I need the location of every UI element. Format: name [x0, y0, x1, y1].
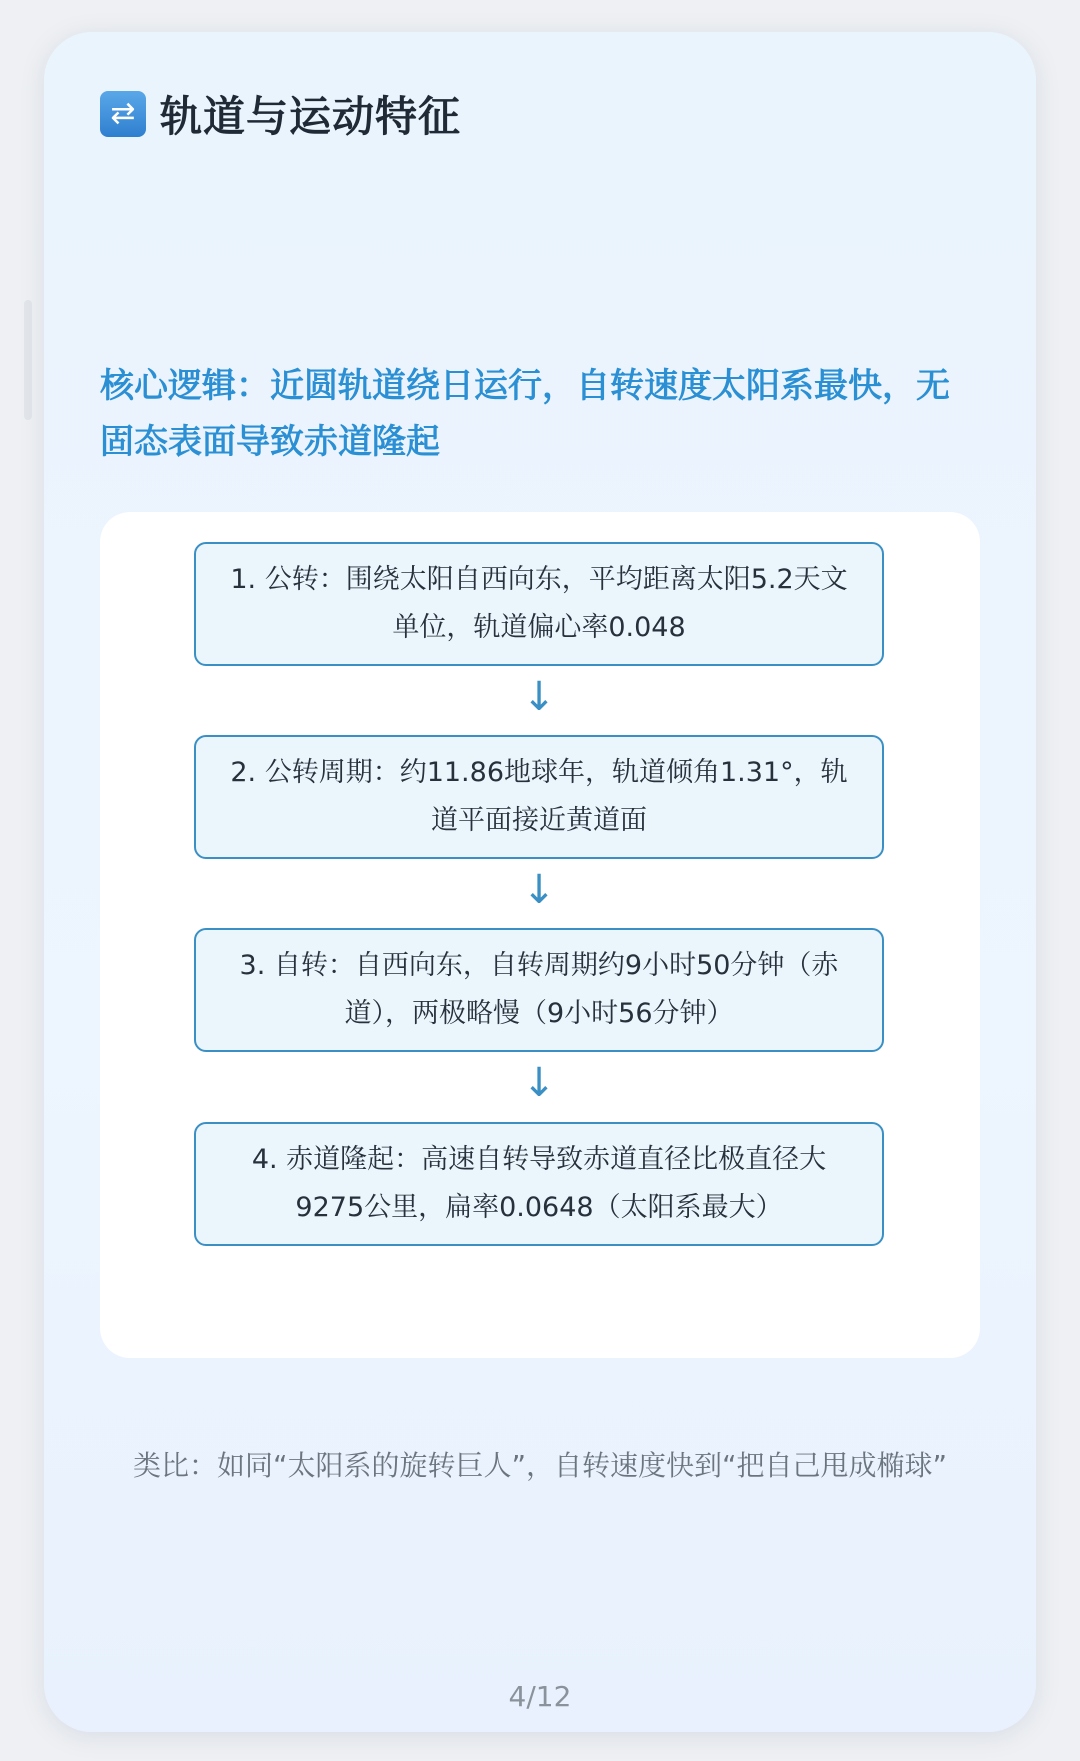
flow-panel [100, 512, 980, 1358]
down-arrow-icon: ↓ [522, 1060, 556, 1106]
down-arrow-icon: ↓ [522, 674, 556, 720]
page-indicator: 4/12 [508, 1680, 572, 1713]
flow-step-2: 2. 公转周期：约11.86地球年，轨道倾角1.31°，轨道平面接近黄道面 [194, 735, 884, 859]
analogy-text: 类比：如同“太阳系的旋转巨人”，自转速度快到“把自己甩成椭球” [132, 1449, 948, 1482]
slide-card [44, 32, 1036, 1732]
scrollbar[interactable] [24, 300, 32, 420]
flow-step-1: 1. 公转：围绕太阳自西向东，平均距离太阳5.2天文单位，轨道偏心率0.048 [194, 542, 884, 666]
title-row [100, 84, 461, 144]
down-arrow-icon: ↓ [522, 867, 556, 913]
flow-step-3: 3. 自转：自西向东，自转周期约9小时50分钟（赤道），两极略慢（9小时56分钟） [194, 928, 884, 1052]
flow-step-4: 4. 赤道隆起：高速自转导致赤道直径比极直径大9275公里，扁率0.0648（太阳系最大） [194, 1122, 884, 1246]
repeat-arrows-icon: ⇄ [100, 91, 146, 137]
core-logic-text: 核心逻辑：近圆轨道绕日运行，自转速度太阳系最快，无固态表面导致赤道隆起 [100, 366, 950, 462]
page-title: 轨道与运动特征 [160, 92, 462, 141]
